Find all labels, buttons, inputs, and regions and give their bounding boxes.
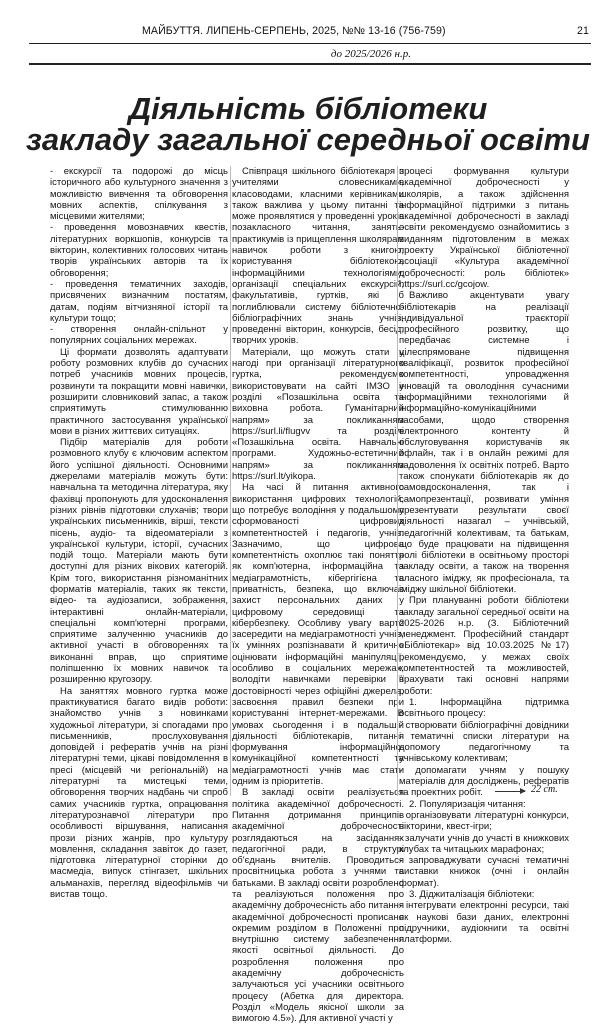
paragraph: - проведення мовознавчих квестів, літературних воркшопів, конкурсів та вікторин, колективних голосових читань творів українських авторів та їх обговорення; xyxy=(50,222,228,279)
paragraph: Важливо акцентувати увагу бібліотекарів на реалізації індивідуальної траєкторії професійного розвитку, що передбачає системне і цілеспрямоване підвищення кваліфікації, розвиток професійної компетентності, упровадження інновацій та оволодіння сучасними інформаційними технологіями й інформаційно-комунікаційними засобами, щодо створення електронного контенту й обслуговування користувачів як офлайн, так і в онлайн режимі для задоволення їх освітніх потреб. Варто також спонукати бібліотекарів як до самовдосконалення, так і самопрезентації, розвивати уміння презентувати результати своєї діяльності назагал – учнівській, педагогічній колективам, та батькам, що буде працювати на підвищення ролі бібліотеки в освітньому просторі закладу освіти, а також на творення власного іміджу, як професіонала, та іміджу шкільної бібліотеки. xyxy=(399,290,569,595)
paragraph: - проведення тематичних заходів, присвячених визначним постатям, датам, подіям вітчизняної історії та культури тощо; xyxy=(50,278,228,324)
running-title: МАЙБУТТЯ. ЛИПЕНЬ-СЕРПЕНЬ, 2025, №№ 13-16 (756-759) xyxy=(142,25,446,37)
text-column-2 xyxy=(232,166,404,1025)
paragraph: процесі формування культури академічної доброчесності у школярів, а також здійснення інформаційної підтримки з питань академічної доброчесності в закладі освіти рекомендуємо ознайомитись з виданням підготовленим в межах проекту Української бібліотечної асоціації «Культура академічної доброчесності: роль бібліотек» https://surl.cc/gcojow. xyxy=(399,166,569,290)
header-rule xyxy=(29,43,591,44)
paragraph: - екскурсії та подорожі до місць історичного або культурного значення з можливістю вивчення та обговорення мовних аспектів, спілкування з місцевими жителями; xyxy=(50,166,228,223)
list-item: - організовувати літературні конкурси, вікторини, квест-ігри; xyxy=(399,809,569,833)
paragraph: Матеріали, що можуть стати у нагоді при організації літературного гуртка, рекомендуємо використовувати на сайті ІМЗО у розділі «Позашкільна освіта та виховна робота. Гуманітарний напрям» за покликанням https://surl.li/flugvv та розділі «Позашкільна освіта. Навчальні програми. Художньо-естетичний напрям» за покликанням https://surl.lt/yikopa. xyxy=(232,346,404,483)
list-heading: 2. Популяризація читання: xyxy=(409,798,526,810)
kicker-rule xyxy=(29,63,591,65)
list-heading: 1. Інформаційна підтримка освітнього процесу: xyxy=(399,696,569,720)
list-item: - створювати бібліографічні довідники і тематичні списки літератури на допомогу педагогічному та учнівському колективам; xyxy=(399,719,569,765)
column-divider xyxy=(397,166,398,796)
paragraph: На заняттях мовного гуртка може практикуватися багато видів роботи: знайомство учнів з новинками художньої літератури, зі спогадами про письменників, прослуховування доповідей і рефератів учнів на різні літературні теми, цікаві повідомлення в пресі (місцевій чи регіональній) на літературні та мистецькі теми, обговорення творчих надбань чи спроб самих учасників гуртка, опрацювання літературознавчої літератури про особливості віршування, написання прози різних жанрів, про культуру мовлення, складання завіток до газет, підготовка літературної сторінки до масмедіа, випуск стінгазет, шкільних альманахів, перегляд відеофільмів чи вистав тощо. xyxy=(50,685,228,900)
paragraph: Співпраця шкільного бібліотекаря з учителями словесниками, класоводами, класними керівниками також важлива у цьому питанні та може проявлятися у проведенні уроків позакласного читання, занять-практикумів із прищеплення школярам навичок роботи з книгою, користування бібліотекою, інформаційними технологіями, організації спеціальних екскурсій, факультативів, гуртків, які б поглиблювали систему бібліотечно-бібліографічних знань учнів, проведенні вікторин, конкурсів, бесід, творчих уроків. xyxy=(232,166,404,347)
list-item: - інтегрувати електронні ресурси, такі як наукові бази даних, електронні підручники, аудіокниги та освітні платформи. xyxy=(399,900,569,946)
continuation-arrow-icon xyxy=(495,791,525,792)
running-header xyxy=(29,24,591,38)
page-number: 21 xyxy=(577,25,589,37)
list-item: - допомагати учням у пошуку матеріалів для досліджень, рефератів та проектних робіт. xyxy=(399,764,569,799)
list-item: - запроваджувати сучасні тематичні виставки книжок (очні і онлайн формат). xyxy=(399,855,569,889)
paragraph: - створення онлайн-спільнот у популярних соціальних мережах. xyxy=(50,324,228,347)
paragraph: Підбір матеріалів для роботи розмовного клубу є ключовим аспектом його успішної діяльності. Основними джерелами матеріалів можуть бути: навчальна та методична література, яку фахівці пропонують для удосконалення різних рівнів підготовки слухачів; твори українських письменників, вірші, тексти пісень, аудіо- та відеоматеріали з української культури, історії, сучасних подій тощо. Матеріали мають бути доступні для різних вікових категорій. Крім того, використання різноманітних форматів матеріалів, таких як тексти, відео- та аудіозаписи, зображення, інтерактивні онлайн-матеріали, спеціальні комп'ютерні програми, сприятиме залученню учасників до активної участі в обговореннях та виконанні вправ, що сприятиме поліпшенню їх мовних навичок та розширенню кругозору. xyxy=(50,437,228,686)
paragraph: При плануванні роботи бібліотеки закладу загальної середньої освіти на 2025-2026 н.р. (З. Бібліотечний менеджмент. Професійний стандарт «Бібліотекар» від 10.03.2025 №17) рекомендуємо, у межах своїх компетентностей та можливостей, врахувати такі основні напрями роботи: xyxy=(399,595,569,697)
list-item: - залучати учнів до участі в книжкових клубах та читацьких марафонах; xyxy=(399,832,569,855)
list-heading: 3. Діджиталізація бібліотеки: xyxy=(409,889,535,900)
section-kicker: до 2025/2026 н.р. xyxy=(330,48,411,60)
paragraph: На часі й питання активного використання цифрових технологій, що потребує володіння у подальшому сформованості цифрових компетентностей і педагогів, учнів. Зазначимо, що цифрова компетентність охоплює такі поняття як комп'ютерна, інформаційна та медіаграмотність, кібергігієна та приватність, безпека, що включає захист персональних даних у цифровому середовищі та кібербезпеку. Особливу увагу варто засередити на медіаграмотності учнів, їх уміннях розпізнавати й критично оцінювати інформаційні маніпуляції, особливо в соціальних мережах, володіти навичками перевірки її достовірності через офіційні джерела, засвоєння правил безпеки при користуванні інтернет-мережами. В умовах сьогодення і в подальшій діяльності бібліотекарів, питання формування інформаційно-комунікаційної компетентності та медіаграмотності учнів має стати одним із пріоритетів. xyxy=(232,482,404,788)
column-divider xyxy=(230,166,231,796)
article-title-line2: закладу загальної середньої освіти xyxy=(26,122,590,157)
paragraph: Ці формати дозволять адаптувати роботу розмовних клубів до сучасних потреб учасників мовних процесів, розвинути та покращити мовні навички, розширити словниковий запас, а також сприятимуть стимулюванню практичного застосування української мови в різних життєвих ситуаціях. xyxy=(50,346,228,437)
text-column-3 xyxy=(399,166,569,945)
text-column-1 xyxy=(50,166,228,900)
continuation-note: 22 ст. xyxy=(531,784,558,795)
article-title-line1: Діяльність бібліотеки xyxy=(128,91,488,126)
paragraph: В закладі освіти реалізується політика академічної доброчесності. Питання дотримання принципів академічної доброчесності розглядаються на засіданнях педагогічної ради, в структурі об'єднань вчителів. Проводиться просвітницька робота з учнями та батьками. В закладі освіти розроблено та реалізуються положення про академічну доброчесність або питання академічної доброчесності прописано окремим розділом в Положенні про внутрішню систему забезпечення якості освітньої діяльності. До розроблення положення про академічну доброчесність залучаються усі учасники освітнього процесу (Абетка для директора. Розділ «Модель якісної школи за вимогою 4.5»). Для активної участі у xyxy=(232,787,404,1025)
